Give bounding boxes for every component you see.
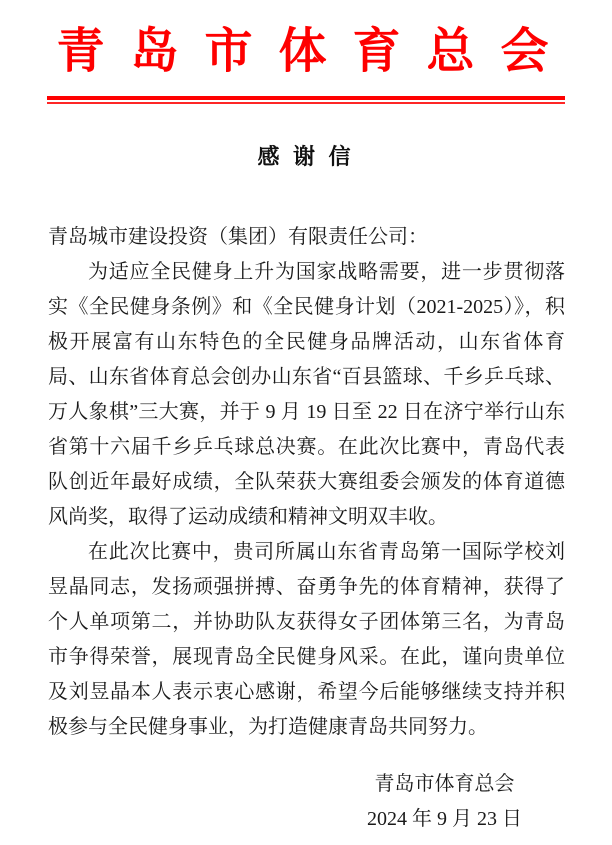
letter-title: 感 谢 信 bbox=[257, 143, 355, 169]
signature-org: 青岛市体育总会 bbox=[374, 772, 515, 795]
signature-block bbox=[0, 767, 612, 837]
letter-body bbox=[48, 220, 565, 745]
signature-date: 2024 年 9 月 23 日 bbox=[367, 807, 522, 830]
signature-inner bbox=[367, 767, 522, 837]
letterhead bbox=[0, 22, 612, 104]
paragraph-2: 在此次比赛中，贵司所属山东省青岛第一国际学校刘昱晶同志，发扬顽强拼搏、奋勇争先的体育精神，获得了个人单项第二，并协助队友获得女子团体第三名，为青岛市争得荣誉，展现青岛全民健身风采。在此，谨向贵单位及刘昱晶本人表示衷心感谢，希望今后能够继续支持并积极参与全民健身事业，为打造健康青岛共同努力。 bbox=[48, 540, 565, 738]
paragraph-1: 为适应全民健身上升为国家战略需要，进一步贯彻落实《全民健身条例》和《全民健身计划（2021-2025）》，积极开展富有山东特色的全民健身品牌活动，山东省体育局、山东省体育总会创办山东省“百县篮球、千乡乒乓球、万人象棋”三大赛，并于 9 月 19 日至 22 日在济宁举行山东省第十六届千乡乒乓球总决赛。在此次比赛中，青岛代表队创近年最好成绩，全队荣获大赛组委会颁发的体育道德风尚奖，取得了运动成绩和精神文明双丰收。 bbox=[48, 260, 565, 528]
divider-thin-line bbox=[47, 102, 565, 104]
letterhead-title: 青 岛 市 体 育 总 会 bbox=[56, 25, 556, 78]
letterhead-divider bbox=[47, 96, 565, 104]
salutation: 青岛城市建设投资（集团）有限责任公司： bbox=[48, 225, 428, 248]
